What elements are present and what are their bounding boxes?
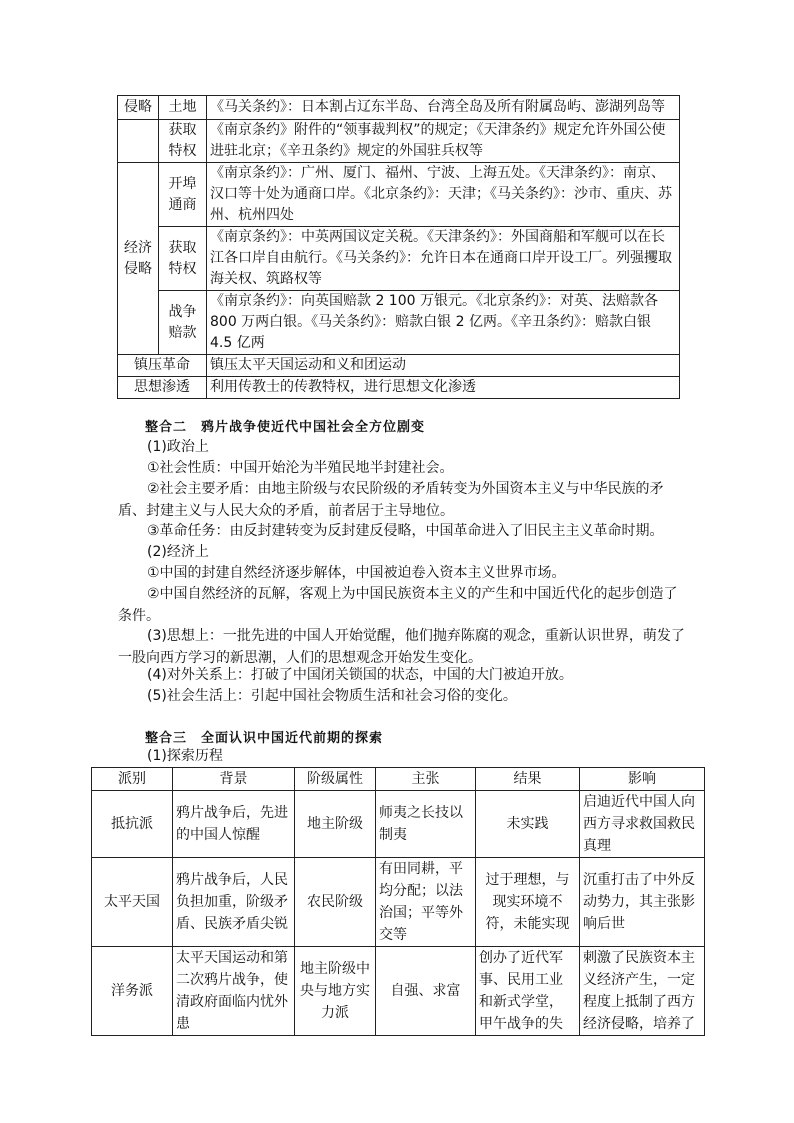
faction-cell: 太平天国: [92, 858, 173, 947]
content-cell: 镇压太平天国运动和义和团运动: [207, 355, 680, 377]
paragraph: ②中国自然经济的瓦解，客观上为中国民族资本主义的产生和中国近代化的起步创造了条件。: [118, 586, 678, 624]
column-header: 主张: [376, 768, 476, 791]
subcategory-cell: 获取特权: [159, 120, 207, 163]
background-cell: 鸦片战争后，人民负担加重，阶级矛盾、民族矛盾尖锐: [173, 858, 295, 947]
table-row: [92, 791, 705, 858]
content-cell: 《南京条约》：广州、厦门、福州、宁波、上海五处。《天津条约》：南京、汉口等十处为通商口岸。《北京条约》：天津；《马关条约》：沙市、重庆、苏州、杭州四处: [207, 163, 680, 227]
background-cell: 太平天国运动和第二次鸦片战争，使清政府面临内忧外患: [173, 947, 295, 1036]
table-row: [118, 291, 680, 355]
section-title: 整合三 全面认识中国近代前期的探索: [145, 731, 384, 746]
column-header: 阶级属性: [295, 768, 376, 791]
content-cell: 利用传教士的传教特权，进行思想文化渗透: [207, 377, 680, 399]
paragraph: (3)思想上：一批先进的中国人开始觉醒，他们抛弃陈腐的观念，重新认识世界，萌发了一股向西方学习的新思潮，人们的思想观念开始发生变化。: [118, 628, 685, 666]
content-cell: 《南京条约》：中英两国议定关税。《天津条约》：外国商船和军舰可以在长江各口岸自由航行。《马关条约》：允许日本在通商口岸开设工厂。列强攫取海关权、筑路权等: [207, 227, 680, 291]
exploration-table: [91, 767, 705, 1036]
empty-cell: [118, 120, 159, 163]
subcategory-cell: 战争赔款: [159, 291, 207, 355]
proposal-cell: 有田同耕，平均分配；以法治国；平等外交等: [376, 858, 476, 947]
paragraph: (1)政治上: [147, 439, 209, 455]
proposal-cell: 自强、求富: [376, 947, 476, 1036]
table-row: [118, 355, 680, 377]
faction-cell: 洋务派: [92, 947, 173, 1036]
subcategory-cell: 开埠通商: [159, 163, 207, 227]
content-cell: 《南京条约》：向英国赔款 2 100 万银元。《北京条约》：对英、法赔款各 800 万两白银。《马关条约》：赔款白银 2 亿两。《辛丑条约》：赔款白银 4.5 亿两: [207, 291, 680, 355]
paragraph: (4)对外关系上：打破了中国闭关锁国的状态，中国的大门被迫开放。: [147, 667, 573, 683]
column-header: 影响: [580, 768, 705, 791]
paragraph: ①中国的封建自然经济逐步解体，中国被迫卷入资本主义世界市场。: [147, 565, 566, 581]
category-cell: 侵略: [118, 96, 159, 120]
category-cell: 思想渗透: [118, 377, 207, 399]
paragraph: (2)经济上: [147, 544, 209, 560]
result-cell: 未实践: [476, 791, 580, 858]
table-row: [118, 96, 680, 120]
table-row: [118, 377, 680, 399]
result-cell: 创办了近代军事、民用工业和新式学堂，甲午战争的失: [476, 947, 580, 1036]
result-cell: 过于理想，与现实环境不符，未能实现: [476, 858, 580, 947]
section-subtitle: (1)探索历程: [147, 748, 223, 764]
table-row: [92, 947, 705, 1036]
class-cell: 地主阶级: [295, 791, 376, 858]
category-cell: 经济侵略: [118, 163, 159, 355]
aggression-table: [117, 95, 680, 399]
class-cell: 地主阶级中央与地方实力派: [295, 947, 376, 1036]
paragraph: ③革命任务：由反封建转变为反封建反侵略，中国革命进入了旧民主主义革命时期。: [147, 523, 664, 539]
influence-cell: 启迪近代中国人向西方寻求救国救民真理: [580, 791, 705, 858]
table-row: [118, 120, 680, 163]
class-cell: 农民阶级: [295, 858, 376, 947]
influence-cell: 沉重打击了中外反动势力，其主张影响后世: [580, 858, 705, 947]
column-header: 派别: [92, 768, 173, 791]
content-cell: 《马关条约》：日本割占辽东半岛、台湾全岛及所有附属岛屿、澎湖列岛等: [207, 96, 680, 120]
paragraph: ①社会性质：中国开始沦为半殖民地半封建社会。: [147, 460, 454, 476]
column-header: 结果: [476, 768, 580, 791]
faction-cell: 抵抗派: [92, 791, 173, 858]
section-title: 整合二 鸦片战争使近代中国社会全方位剧变: [145, 420, 426, 435]
subcategory-cell: 获取特权: [159, 227, 207, 291]
influence-cell: 刺激了民族资本主义经济产生，一定程度上抵制了西方经济侵略，培养了: [580, 947, 705, 1036]
table-row: [118, 163, 680, 227]
subcategory-cell: 土地: [159, 96, 207, 120]
background-cell: 鸦片战争后，先进的中国人惊醒: [173, 791, 295, 858]
column-header: 背景: [173, 768, 295, 791]
paragraph: ②社会主要矛盾：由地主阶级与农民阶级的矛盾转变为外国资本主义与中华民族的矛盾、封建主义与人民大众的矛盾，前者居于主导地位。: [118, 481, 664, 519]
table-row: [118, 227, 680, 291]
paragraph: (5)社会生活上：引起中国社会物质生活和社会习俗的变化。: [147, 688, 517, 704]
content-cell: 《南京条约》附件的“领事裁判权”的规定；《天津条约》规定允许外国公使进驻北京；《辛丑条约》规定的外国驻兵权等: [207, 120, 680, 163]
proposal-cell: 师夷之长技以制夷: [376, 791, 476, 858]
category-cell: 镇压革命: [118, 355, 207, 377]
table-header-row: [92, 768, 705, 791]
table-row: [92, 858, 705, 947]
